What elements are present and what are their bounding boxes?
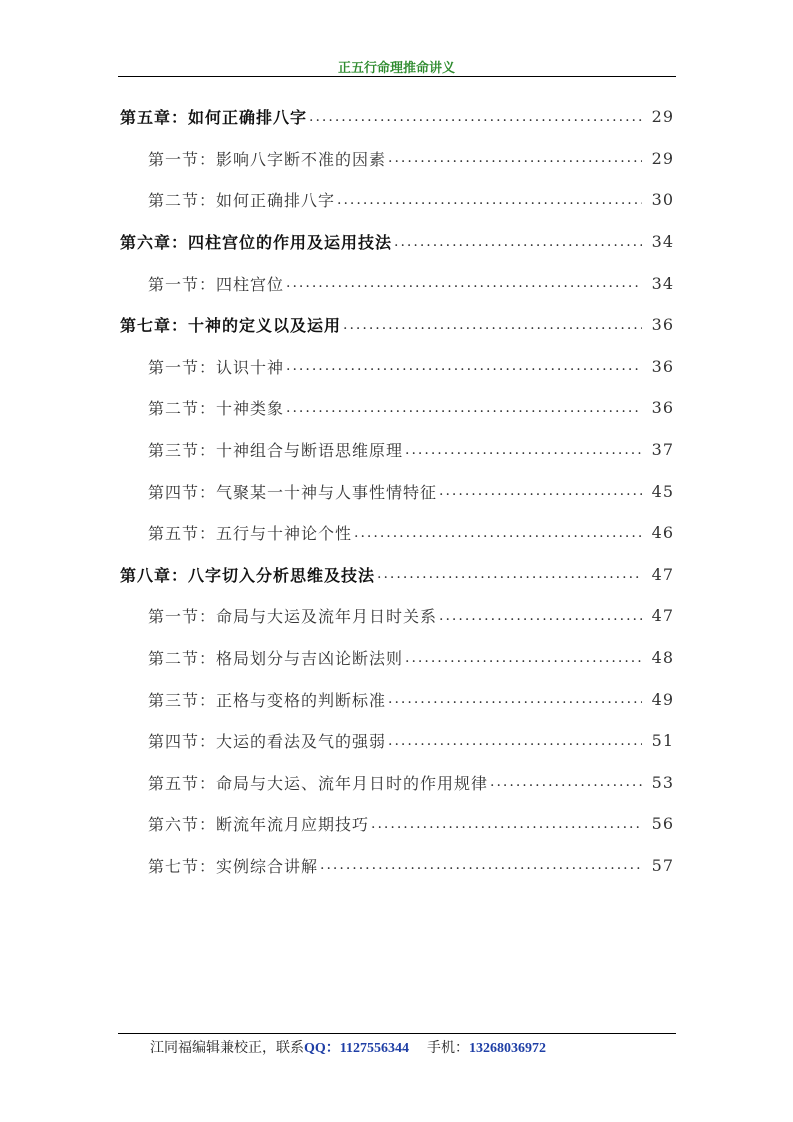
footer-qq-number: 1127556344 xyxy=(339,1041,410,1056)
toc-dot-leader xyxy=(388,150,642,166)
toc-page-number: 29 xyxy=(651,107,674,127)
toc-page-number: 37 xyxy=(651,440,674,460)
toc-dot-leader xyxy=(439,608,642,624)
table-of-contents xyxy=(0,96,793,886)
toc-entry-label: 第七节：实例综合讲解 xyxy=(148,856,319,876)
toc-entry-label: 第三节：正格与变格的判断标准 xyxy=(148,690,387,710)
toc-entry[interactable] xyxy=(0,387,793,429)
toc-entry-label: 第五节：五行与十神论个性 xyxy=(148,524,353,544)
toc-dot-leader xyxy=(388,691,642,707)
page-header-title: 正五行命理推命讲义 xyxy=(337,61,455,76)
toc-entry-label: 第二节：如何正确排八字 xyxy=(148,191,336,211)
toc-entry[interactable] xyxy=(0,221,793,263)
toc-entry-label: 第六节：断流年流月应期技巧 xyxy=(148,815,370,835)
toc-entry-label: 第四节：气聚某一十神与人事性情特征 xyxy=(148,482,438,502)
toc-entry[interactable] xyxy=(0,762,793,804)
toc-page-number: 36 xyxy=(651,398,674,418)
toc-dot-leader xyxy=(343,317,642,333)
toc-entry-label: 第一节：命局与大运及流年月日时关系 xyxy=(148,607,438,627)
toc-entry-label: 第七章：十神的定义以及运用 xyxy=(120,316,342,336)
toc-page-number: 36 xyxy=(651,356,674,376)
toc-dot-leader xyxy=(309,109,642,125)
toc-entry[interactable] xyxy=(0,720,793,762)
toc-page-number: 29 xyxy=(651,148,674,168)
header-divider xyxy=(118,76,676,77)
toc-page-number: 53 xyxy=(651,772,674,792)
toc-dot-leader xyxy=(371,816,642,832)
toc-entry-label: 第一节：认识十神 xyxy=(148,357,285,377)
toc-page-number: 57 xyxy=(651,855,674,875)
toc-page-number: 45 xyxy=(651,481,674,501)
toc-entry[interactable] xyxy=(0,845,793,887)
toc-dot-leader xyxy=(354,525,642,541)
toc-entry[interactable] xyxy=(0,803,793,845)
toc-entry[interactable] xyxy=(0,470,793,512)
toc-entry[interactable] xyxy=(0,595,793,637)
toc-entry[interactable] xyxy=(0,96,793,138)
toc-entry[interactable] xyxy=(0,678,793,720)
toc-entry-label: 第一节：影响八字断不准的因素 xyxy=(148,149,387,169)
toc-page-number: 51 xyxy=(651,731,674,751)
toc-dot-leader xyxy=(320,857,642,873)
toc-entry[interactable] xyxy=(0,138,793,180)
toc-page-number: 34 xyxy=(651,273,674,293)
toc-dot-leader xyxy=(286,275,642,291)
toc-entry-label: 第五章：如何正确排八字 xyxy=(120,108,308,128)
toc-dot-leader xyxy=(405,650,642,666)
footer-qq-label: QQ： xyxy=(304,1041,340,1056)
toc-entry-label: 第二节：十神类象 xyxy=(148,399,285,419)
toc-dot-leader xyxy=(286,358,642,374)
toc-entry[interactable] xyxy=(0,512,793,554)
toc-entry-label: 第三节：十神组合与断语思维原理 xyxy=(148,441,404,461)
toc-dot-leader xyxy=(388,733,642,749)
toc-dot-leader xyxy=(377,566,642,582)
toc-entry[interactable] xyxy=(0,637,793,679)
footer-phone-number: 13268036972 xyxy=(469,1041,547,1056)
toc-entry-label: 第八章：八字切入分析思维及技法 xyxy=(120,565,376,585)
toc-page-number: 47 xyxy=(651,606,674,626)
toc-entry-label: 第六章：四柱宫位的作用及运用技法 xyxy=(120,233,393,253)
toc-page-number: 48 xyxy=(651,648,674,668)
toc-page-number: 56 xyxy=(651,814,674,834)
toc-page-number: 36 xyxy=(651,315,674,335)
toc-entry-label: 第四节：大运的看法及气的强弱 xyxy=(148,732,387,752)
toc-dot-leader xyxy=(394,234,642,250)
toc-entry[interactable] xyxy=(0,554,793,596)
toc-page-number: 47 xyxy=(651,564,674,584)
toc-dot-leader xyxy=(405,442,642,458)
toc-dot-leader xyxy=(490,774,642,790)
toc-dot-leader xyxy=(337,192,642,208)
toc-entry[interactable] xyxy=(0,304,793,346)
footer-divider xyxy=(118,1033,676,1034)
toc-page-number: 49 xyxy=(651,689,674,709)
toc-entry[interactable] xyxy=(0,262,793,304)
toc-entry-label: 第二节：格局划分与吉凶论断法则 xyxy=(148,649,404,669)
toc-entry[interactable] xyxy=(0,429,793,471)
toc-entry[interactable] xyxy=(0,179,793,221)
page-footer xyxy=(150,1037,546,1057)
toc-page-number: 34 xyxy=(651,232,674,252)
footer-editor-text: 江同福编辑兼校正，联系 xyxy=(150,1041,304,1056)
footer-phone-label: 手机： xyxy=(427,1041,470,1056)
toc-dot-leader xyxy=(439,483,642,499)
toc-page-number: 46 xyxy=(651,523,674,543)
toc-entry[interactable] xyxy=(0,346,793,388)
toc-page-number: 30 xyxy=(651,190,674,210)
toc-entry-label: 第一节：四柱宫位 xyxy=(148,274,285,294)
toc-entry-label: 第五节：命局与大运、流年月日时的作用规律 xyxy=(148,773,489,793)
toc-dot-leader xyxy=(286,400,642,416)
